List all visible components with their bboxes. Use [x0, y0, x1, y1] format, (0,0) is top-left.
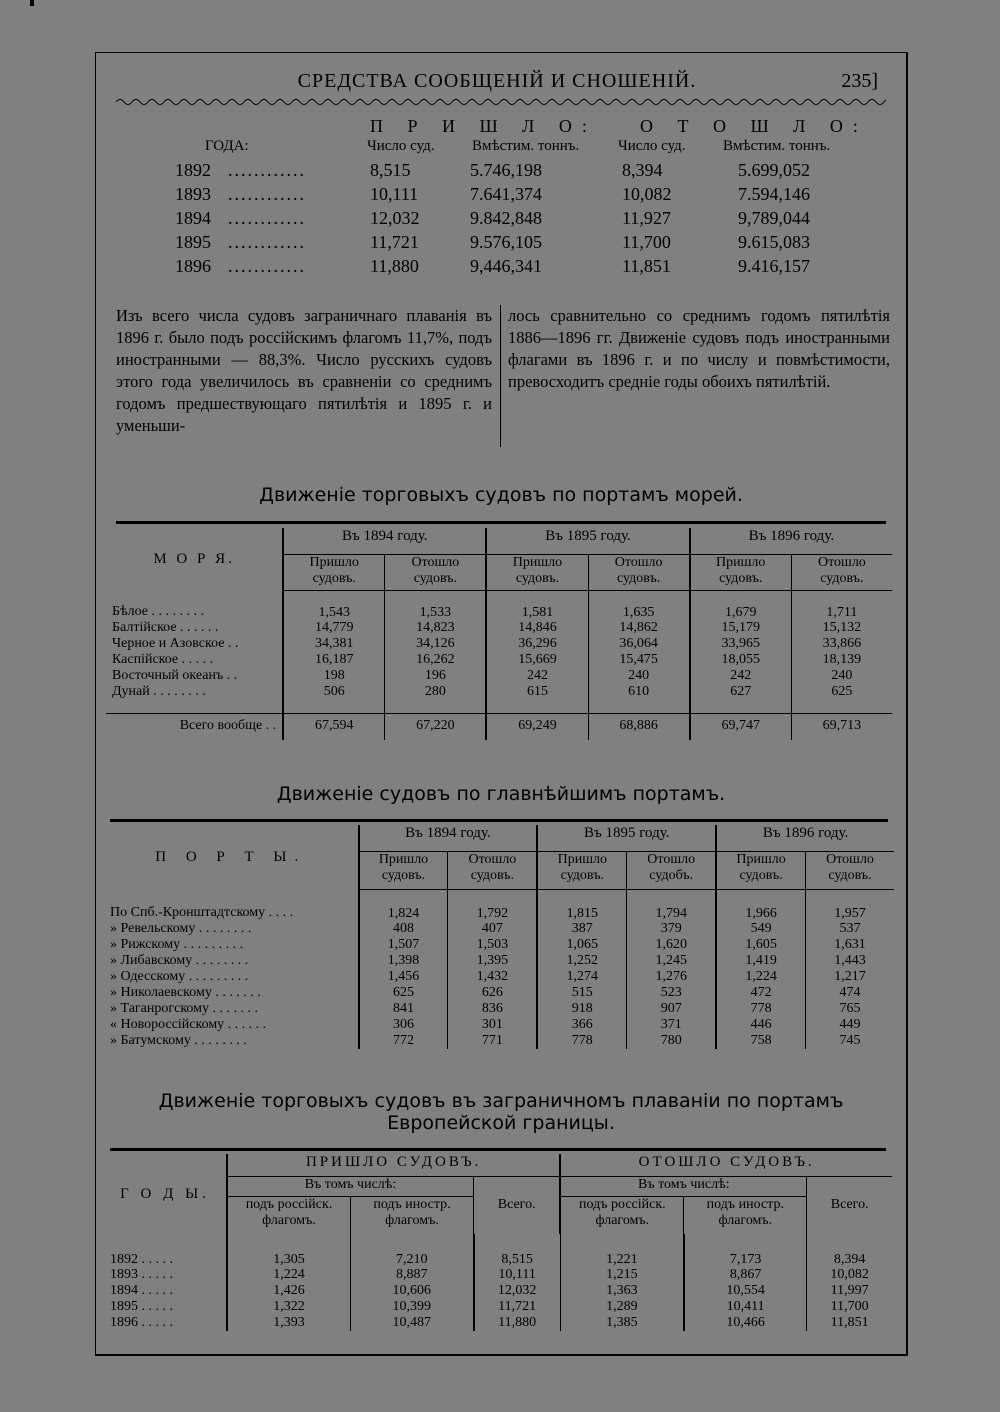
totals-label: Всего вообще . .	[106, 714, 283, 740]
table-rule	[110, 819, 888, 822]
table-row	[106, 684, 892, 700]
seas-year-1895: Въ 1895 году.	[486, 528, 689, 554]
table-row	[104, 889, 894, 921]
value-cell: 10,466	[684, 1315, 807, 1331]
departed-count-cell: 10,082	[622, 184, 672, 204]
value-cell: 407	[448, 921, 537, 937]
value-cell: 1,635	[588, 590, 690, 620]
value-cell: 1,065	[537, 937, 626, 953]
value-cell: 1,792	[448, 889, 537, 921]
value-cell: 301	[448, 1017, 537, 1033]
total-cell: 67,220	[385, 714, 487, 740]
value-cell: 8,515	[474, 1234, 561, 1267]
table-row	[104, 1001, 894, 1017]
arrived-count-cell: 11,880	[370, 256, 419, 276]
departed-tonnage-cell: 9,789,044	[738, 208, 810, 228]
value-cell: 1,679	[690, 590, 792, 620]
arrived-count-header: Число суд.	[367, 138, 435, 154]
value-cell: 506	[283, 684, 385, 700]
ports-year-1895: Въ 1895 году.	[537, 825, 716, 851]
value-cell: 379	[627, 921, 716, 937]
value-cell: 626	[448, 985, 537, 1001]
total-cell: 69,713	[791, 714, 892, 740]
value-cell: 10,399	[351, 1299, 474, 1315]
arrived-subheader: Пришло судовъ.	[537, 851, 626, 889]
value-cell: 1,217	[806, 969, 894, 985]
row-label: Бѣлое . . . . . . . .	[112, 604, 205, 619]
value-cell: 242	[690, 668, 792, 684]
value-cell: 11,880	[474, 1315, 561, 1331]
value-cell: 11,721	[474, 1299, 561, 1315]
value-cell: 1,503	[448, 937, 537, 953]
value-cell: 14,779	[283, 620, 385, 636]
ports-year-1894: Въ 1894 году.	[359, 825, 538, 851]
row-label: 1895 . . . . .	[110, 1299, 173, 1314]
value-cell: 772	[359, 1033, 448, 1049]
value-cell: 196	[385, 668, 487, 684]
value-cell: 1,245	[627, 953, 716, 969]
table-row	[106, 652, 892, 668]
departed-count-header: Число суд.	[618, 138, 686, 154]
value-cell: 14,846	[486, 620, 588, 636]
value-cell: 371	[627, 1017, 716, 1033]
totals-row	[106, 714, 892, 740]
value-cell: 10,111	[474, 1267, 561, 1283]
value-cell: 15,475	[588, 652, 690, 668]
spacer-cell	[791, 700, 892, 714]
foreign-table	[104, 1154, 892, 1331]
foreign-foreign-departed-header: подъ иностр. флагомъ.	[684, 1196, 807, 1234]
foreign-col-header: Г О Д Ы.	[120, 1185, 210, 1202]
value-cell: 1,385	[560, 1315, 684, 1331]
row-label: 1894 . . . . .	[110, 1283, 173, 1298]
ports-table-title: Движеніе судовъ по главнѣйшимъ портамъ.	[276, 783, 726, 805]
spacer-cell	[106, 700, 283, 714]
value-cell: 1,398	[359, 953, 448, 969]
value-cell: 16,262	[385, 652, 487, 668]
value-cell: 625	[359, 985, 448, 1001]
foreign-incl-arrived: Въ томъ числѣ:	[227, 1176, 474, 1196]
leader-dots: ............	[228, 256, 306, 276]
value-cell: 10,082	[807, 1267, 892, 1283]
ports-table	[104, 825, 894, 1049]
row-label: Каспійское . . . . .	[112, 651, 214, 667]
total-cell: 67,594	[283, 714, 385, 740]
departed-subheader: Отошло судовъ.	[806, 851, 894, 889]
value-cell: 1,274	[537, 969, 626, 985]
value-cell: 1,711	[791, 590, 892, 620]
foreign-title-line1: Движеніе торговыхъ судовъ въ заграничномъ плаваніи по портамъ	[158, 1090, 844, 1112]
wavy-rule	[116, 96, 886, 108]
value-cell: 523	[627, 985, 716, 1001]
value-cell: 14,862	[588, 620, 690, 636]
value-cell: 11,700	[807, 1299, 892, 1315]
summary-row	[170, 160, 870, 184]
value-cell: 306	[359, 1017, 448, 1033]
arrived-subheader: Пришло судовъ.	[690, 554, 792, 590]
value-cell: 1,252	[537, 953, 626, 969]
spacer-cell	[690, 700, 792, 714]
value-cell: 1,224	[227, 1267, 351, 1283]
row-label: По Спб.-Кронштадтскому . . . .	[110, 905, 294, 920]
arrived-tonnage-cell: 7.641,374	[470, 184, 542, 204]
value-cell: 1,443	[806, 953, 894, 969]
value-cell: 242	[486, 668, 588, 684]
table-row	[104, 1017, 894, 1033]
arrived-tonnage-header: Вмѣстим. тоннъ.	[472, 138, 580, 154]
value-cell: 778	[537, 1033, 626, 1049]
seas-year-1896: Въ 1896 году.	[690, 528, 892, 554]
arrived-subheader: Пришло судовъ.	[359, 851, 448, 889]
departed-subheader: Отошло судобъ.	[627, 851, 716, 889]
value-cell: 15,132	[791, 620, 892, 636]
value-cell: 7,210	[351, 1234, 474, 1267]
value-cell: 627	[690, 684, 792, 700]
value-cell: 8,887	[351, 1267, 474, 1283]
total-cell: 69,747	[690, 714, 792, 740]
value-cell: 1,289	[560, 1299, 684, 1315]
value-cell: 10,411	[684, 1299, 807, 1315]
value-cell: 280	[385, 684, 487, 700]
value-cell: 1,620	[627, 937, 716, 953]
spacer-cell	[283, 700, 385, 714]
arrived-subheader: Пришло судовъ.	[716, 851, 805, 889]
value-cell: 1,581	[486, 590, 588, 620]
year-cell: 1895	[175, 232, 211, 252]
value-cell: 1,815	[537, 889, 626, 921]
table-row	[104, 921, 894, 937]
value-cell: 1,393	[227, 1315, 351, 1331]
value-cell: 408	[359, 921, 448, 937]
spacer-cell	[486, 700, 588, 714]
row-label: 1893 . . . . .	[110, 1267, 173, 1282]
table-row	[106, 668, 892, 684]
value-cell: 36,064	[588, 636, 690, 652]
departed-subheader: Отошло судовъ.	[385, 554, 487, 590]
foreign-russian-arrived-header: подъ россійск. флагомъ.	[227, 1196, 351, 1234]
value-cell: 1,957	[806, 889, 894, 921]
value-cell: 1,276	[627, 969, 716, 985]
value-cell: 1,419	[716, 953, 805, 969]
table-row	[106, 590, 892, 620]
spacer-cell	[588, 700, 690, 714]
departed-count-cell: 8,394	[622, 160, 663, 180]
arrived-count-cell: 12,032	[370, 208, 420, 228]
paragraph-left: Изъ всего числа судовъ заграничнаго плаванія въ 1896 г. было подъ россійскимъ флагомъ 11,7%, подъ иностранными — 88,3%. Число русскихъ судовъ этого года увеличилось въ сравненіи со среднимъ годомъ предшествующаго пятилѣтія и 1895 г. и уменьши-	[116, 306, 492, 435]
table-row	[104, 1299, 892, 1315]
value-cell: 1,794	[627, 889, 716, 921]
value-cell: 10,554	[684, 1283, 807, 1299]
ports-col-header: П О Р Т Ы.	[155, 848, 307, 865]
foreign-russian-departed-header: подъ россійск. флагомъ.	[560, 1196, 684, 1234]
value-cell: 1,605	[716, 937, 805, 953]
row-label: Черное и Азовское . .	[112, 635, 239, 651]
arrived-count-cell: 8,515	[370, 160, 411, 180]
year-col-header: ГОДА:	[205, 138, 249, 154]
departed-tonnage-cell: 9.615,083	[738, 232, 810, 252]
seas-year-1894: Въ 1894 году.	[283, 528, 486, 554]
value-cell: 446	[716, 1017, 805, 1033]
summary-row	[170, 256, 870, 280]
value-cell: 1,305	[227, 1234, 351, 1267]
value-cell: 841	[359, 1001, 448, 1017]
arrived-subheader: Пришло судовъ.	[283, 554, 385, 590]
arrived-subheader: Пришло судовъ.	[486, 554, 588, 590]
value-cell: 12,032	[474, 1283, 561, 1299]
table-row	[104, 937, 894, 953]
page-header	[116, 70, 878, 94]
value-cell: 758	[716, 1033, 805, 1049]
arrived-count-cell: 10,111	[370, 184, 419, 204]
value-cell: 1,395	[448, 953, 537, 969]
departed-tonnage-cell: 5.699,052	[738, 160, 810, 180]
value-cell: 1,966	[716, 889, 805, 921]
value-cell: 472	[716, 985, 805, 1001]
arrived-group-header: П Р И Ш Л О:	[370, 116, 597, 136]
foreign-arrived-header: ПРИШЛО СУДОВЪ.	[227, 1154, 560, 1176]
arrived-tonnage-cell: 5.746,198	[470, 160, 542, 180]
leader-dots: ............	[228, 232, 306, 252]
value-cell: 836	[448, 1001, 537, 1017]
table-row	[104, 1315, 892, 1331]
page-number: 235]	[841, 70, 878, 92]
seas-table	[106, 528, 892, 740]
row-label: » Ревельскому . . . . . . . .	[110, 920, 252, 936]
value-cell: 615	[486, 684, 588, 700]
table-row	[104, 953, 894, 969]
summary-row	[170, 208, 870, 232]
paragraph-right: лось сравнительно со среднимъ годомъ пятилѣтія 1886—1896 гг. Движеніе судовъ подъ иностранными флагами въ 1896 г. и по числу и повмѣстимости, превосходитъ средніе годы обоихъ пятилѣтій.	[508, 306, 890, 391]
row-label: » Батумскому . . . . . . . .	[110, 1032, 247, 1048]
year-cell: 1896	[175, 256, 211, 276]
row-label: « Новороссійскому . . . . . .	[110, 1016, 267, 1032]
foreign-title-line2: Европейской границы.	[387, 1112, 615, 1134]
value-cell: 1,533	[385, 590, 487, 620]
table-row	[104, 1283, 892, 1299]
total-cell: 68,886	[588, 714, 690, 740]
value-cell: 18,055	[690, 652, 792, 668]
departed-tonnage-cell: 7.594,146	[738, 184, 810, 204]
departed-count-cell: 11,700	[622, 232, 671, 252]
table-rule	[110, 1148, 886, 1151]
row-label: 1896 . . . . .	[110, 1315, 173, 1330]
leader-dots: ............	[228, 184, 306, 204]
foreign-foreign-arrived-header: подъ иностр. флагомъ.	[351, 1196, 474, 1234]
arrived-tonnage-cell: 9.842,848	[470, 208, 542, 228]
ports-year-1896: Въ 1896 году.	[716, 825, 894, 851]
seas-table-title: Движеніе торговыхъ судовъ по портамъ морей.	[259, 484, 743, 506]
arrived-count-cell: 11,721	[370, 232, 419, 252]
departed-count-cell: 11,851	[622, 256, 671, 276]
value-cell: 449	[806, 1017, 894, 1033]
departed-subheader: Отошло судовъ.	[448, 851, 537, 889]
value-cell: 1,432	[448, 969, 537, 985]
value-cell: 907	[627, 1001, 716, 1017]
value-cell: 34,126	[385, 636, 487, 652]
value-cell: 1,543	[283, 590, 385, 620]
value-cell: 1,363	[560, 1283, 684, 1299]
value-cell: 240	[791, 668, 892, 684]
value-cell: 15,669	[486, 652, 588, 668]
value-cell: 625	[791, 684, 892, 700]
value-cell: 1,426	[227, 1283, 351, 1299]
value-cell: 18,139	[791, 652, 892, 668]
year-cell: 1893	[175, 184, 211, 204]
corner-mark	[30, 0, 34, 6]
year-cell: 1892	[175, 160, 211, 180]
value-cell: 36,296	[486, 636, 588, 652]
value-cell: 11,851	[807, 1315, 892, 1331]
value-cell: 1,215	[560, 1267, 684, 1283]
value-cell: 8,867	[684, 1267, 807, 1283]
value-cell: 549	[716, 921, 805, 937]
value-cell: 1,507	[359, 937, 448, 953]
spacer-row	[106, 700, 892, 714]
value-cell: 198	[283, 668, 385, 684]
value-cell: 14,823	[385, 620, 487, 636]
value-cell: 780	[627, 1033, 716, 1049]
row-label: Балтійское . . . . . .	[112, 619, 219, 635]
value-cell: 10,606	[351, 1283, 474, 1299]
value-cell: 1,631	[806, 937, 894, 953]
foreign-total-arrived-header: Всего.	[474, 1176, 561, 1234]
column-divider	[500, 305, 501, 447]
table-row	[106, 636, 892, 652]
value-cell: 771	[448, 1033, 537, 1049]
arrived-tonnage-cell: 9.576,105	[470, 232, 542, 252]
value-cell: 745	[806, 1033, 894, 1049]
value-cell: 515	[537, 985, 626, 1001]
foreign-departed-header: ОТОШЛО СУДОВЪ.	[560, 1154, 892, 1176]
value-cell: 1,221	[560, 1234, 684, 1267]
value-cell: 366	[537, 1017, 626, 1033]
leader-dots: ............	[228, 208, 306, 228]
value-cell: 8,394	[807, 1234, 892, 1267]
value-cell: 240	[588, 668, 690, 684]
value-cell: 610	[588, 684, 690, 700]
value-cell: 387	[537, 921, 626, 937]
value-cell: 1,224	[716, 969, 805, 985]
foreign-table-title	[116, 1090, 886, 1134]
value-cell: 765	[806, 1001, 894, 1017]
year-cell: 1894	[175, 208, 211, 228]
total-cell: 69,249	[486, 714, 588, 740]
departed-tonnage-header: Вмѣстим. тоннъ.	[723, 138, 831, 154]
row-label: Дунай . . . . . . . .	[112, 683, 206, 699]
foreign-total-departed-header: Всего.	[807, 1176, 892, 1234]
value-cell: 778	[716, 1001, 805, 1017]
value-cell: 918	[537, 1001, 626, 1017]
table-row	[104, 1234, 892, 1267]
spacer-cell	[385, 700, 487, 714]
page-title: СРЕДСТВА СООБЩЕНIЙ И СНОШЕНIЙ.	[297, 70, 697, 92]
row-label: » Одесскому . . . . . . . . .	[110, 968, 249, 984]
table-row	[104, 1033, 894, 1049]
value-cell: 10,487	[351, 1315, 474, 1331]
departed-subheader: Отошло судовъ.	[791, 554, 892, 590]
value-cell: 16,187	[283, 652, 385, 668]
value-cell: 474	[806, 985, 894, 1001]
arrived-tonnage-cell: 9,446,341	[470, 256, 542, 276]
value-cell: 33,866	[791, 636, 892, 652]
value-cell: 7,173	[684, 1234, 807, 1267]
row-label: » Николаевскому . . . . . . .	[110, 984, 261, 1000]
value-cell: 15,179	[690, 620, 792, 636]
row-label: 1892 . . . . .	[110, 1252, 173, 1267]
value-cell: 33,965	[690, 636, 792, 652]
value-cell: 1,824	[359, 889, 448, 921]
foreign-incl-departed: Въ томъ числѣ:	[560, 1176, 807, 1196]
table-row	[104, 985, 894, 1001]
table-row	[104, 1267, 892, 1283]
summary-row	[170, 232, 870, 256]
row-label: » Либавскому . . . . . . . .	[110, 952, 249, 968]
row-label: » Таганрогскому . . . . . . .	[110, 1000, 259, 1016]
departed-group-header: О Т О Ш Л О:	[640, 116, 868, 136]
value-cell: 537	[806, 921, 894, 937]
departed-tonnage-cell: 9.416,157	[738, 256, 810, 276]
table-row	[104, 969, 894, 985]
value-cell: 1,456	[359, 969, 448, 985]
table-rule	[116, 521, 886, 524]
value-cell: 34,381	[283, 636, 385, 652]
leader-dots: ............	[228, 160, 306, 180]
value-cell: 11,997	[807, 1283, 892, 1299]
departed-subheader: Отошло судовъ.	[588, 554, 690, 590]
row-label: Восточный океанъ . .	[112, 667, 238, 683]
table-row	[106, 620, 892, 636]
row-label: » Рижскому . . . . . . . . .	[110, 936, 244, 952]
departed-count-cell: 11,927	[622, 208, 671, 228]
value-cell: 1,322	[227, 1299, 351, 1315]
summary-row	[170, 184, 870, 208]
seas-col-header: М О Р Я.	[153, 550, 235, 567]
